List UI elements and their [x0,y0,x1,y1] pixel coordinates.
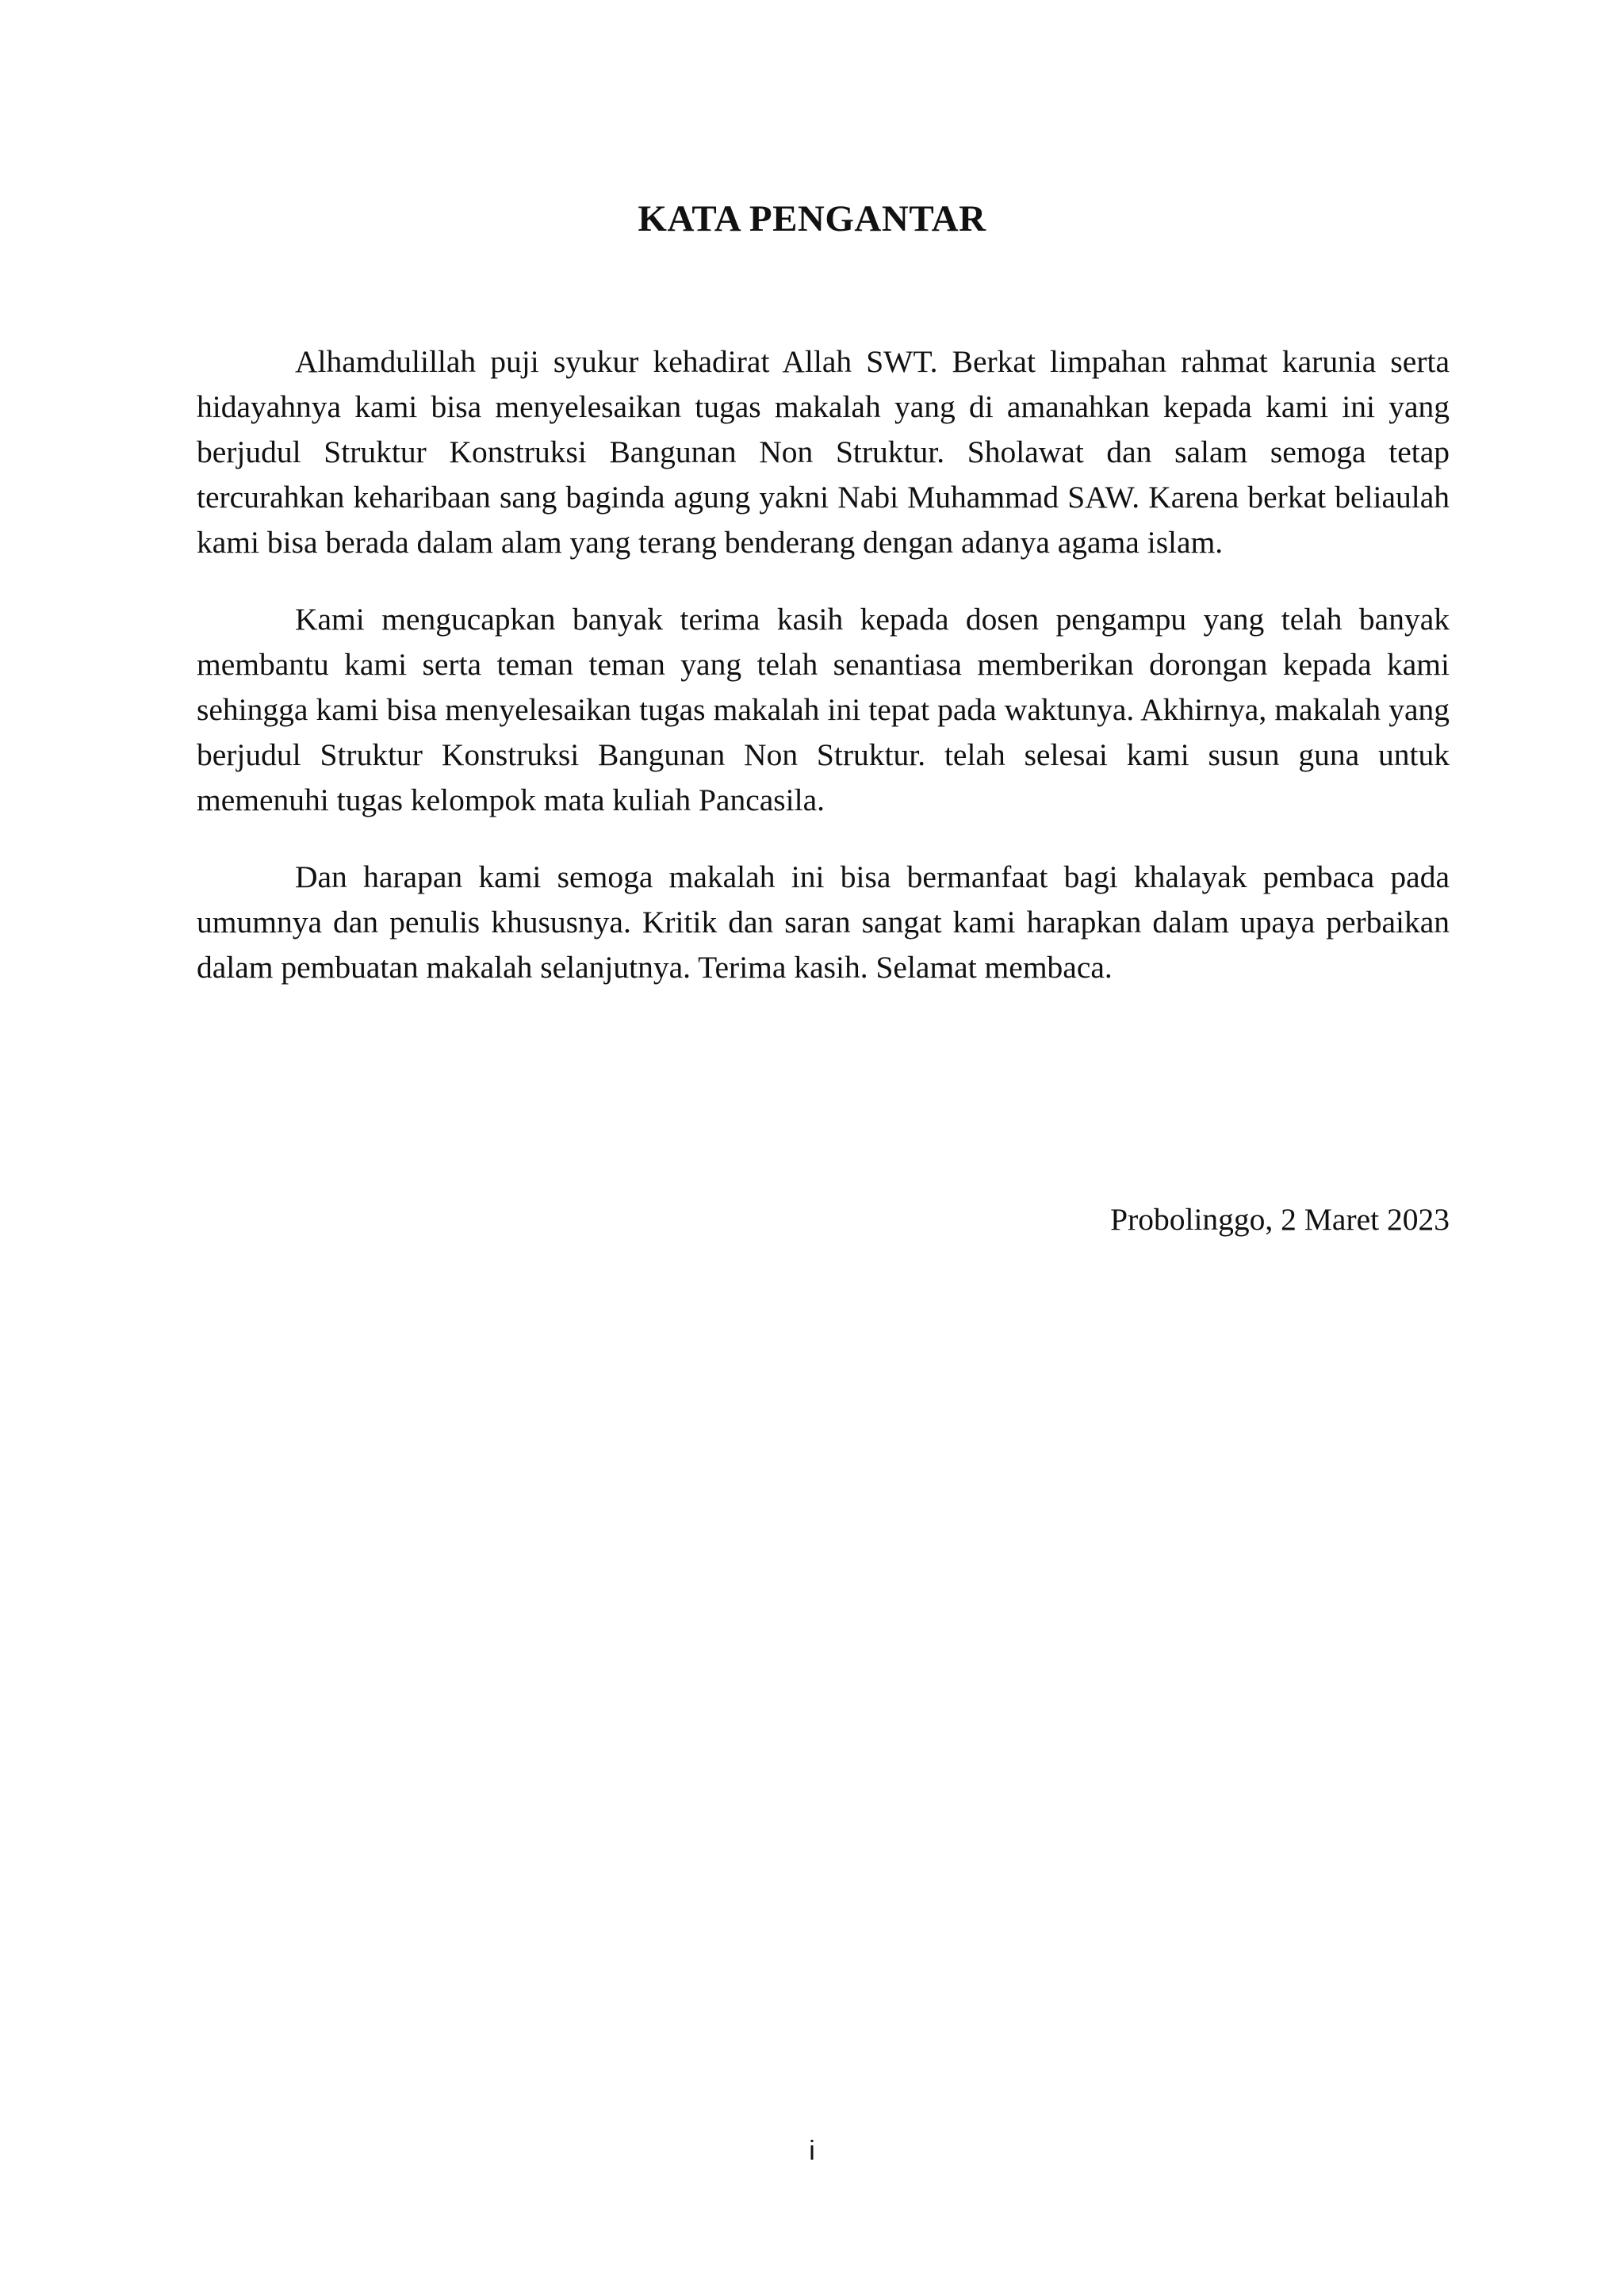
paragraph-2: Kami mengucapkan banyak terima kasih kepada dosen pengampu yang telah banyak membantu kami serta teman teman yang telah senantiasa memberikan dorongan kepada kami sehingga kami bisa menyelesaikan tugas makalah ini tepat pada waktunya. Akhirnya, makalah yang berjudul Struktur Konstruksi Bangunan Non Struktur. telah selesai kami susun guna untuk memenuhi tugas kelompok mata kuliah Pancasila. [197,602,1450,817]
signature-place-date: Probolinggo, 2 Maret 2023 [1110,1202,1450,1237]
paragraph-3: Dan harapan kami semoga makalah ini bisa bermanfaat bagi khalayak pembaca pada umumnya dan penulis khususnya. Kritik dan saran sangat kami harapkan dalam upaya perbaikan dalam pembuatan makalah selanjutnya. Terima kasih. Selamat membaca. [197,859,1450,985]
body-text [197,339,1450,1022]
page-number: i [809,2136,815,2166]
page-title: KATA PENGANTAR [638,198,986,239]
paragraph-1: Alhamdulillah puji syukur kehadirat Allah SWT. Berkat limpahan rahmat karunia serta hidayahnya kami bisa menyelesaikan tugas makalah yang di amanahkan kepada kami ini yang berjudul Struktur Konstruksi Bangunan Non Struktur. Sholawat dan salam semoga tetap tercurahkan keharibaan sang baginda agung yakni Nabi Muhammad SAW. Karena berkat beliaulah kami bisa berada dalam alam yang terang benderang dengan adanya agama islam. [197,344,1450,560]
